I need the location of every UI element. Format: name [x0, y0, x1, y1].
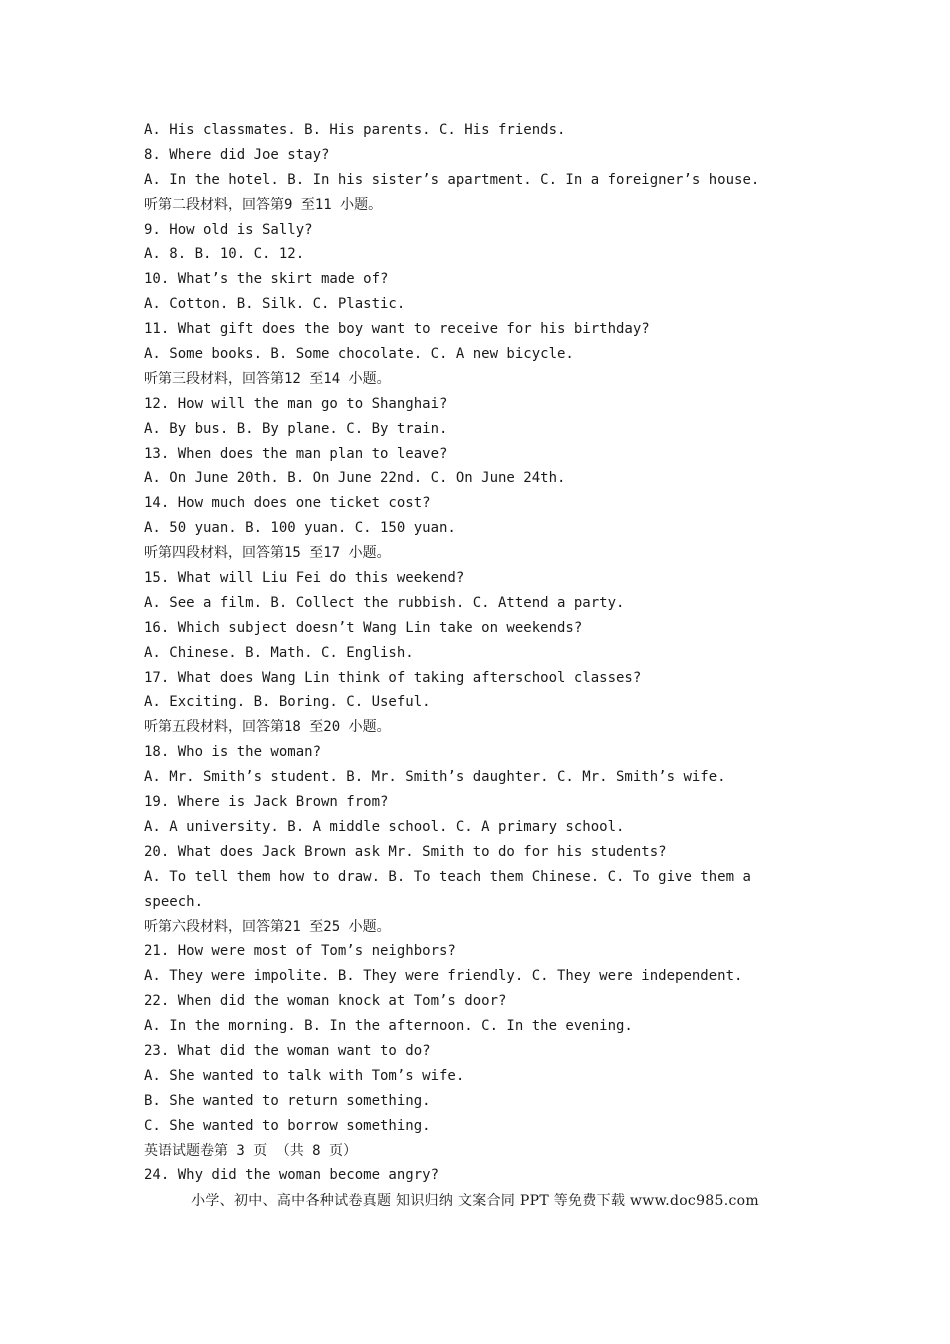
text-line: C. She wanted to borrow something.	[144, 1117, 431, 1134]
text-line: A. A university. B. A middle school. C. A primary school.	[144, 818, 625, 835]
text-line: 15. What will Liu Fei do this weekend?	[144, 570, 465, 587]
exam-text-body	[144, 118, 804, 1188]
text-line: A. In the morning. B. In the afternoon. C. In the evening.	[144, 1018, 633, 1035]
text-line: 18. Who is the woman?	[144, 744, 322, 761]
text-line: 听第六段材料，回答第21 至25 小题。	[144, 918, 391, 935]
text-line: A. Cotton. B. Silk. C. Plastic.	[144, 296, 406, 313]
text-line: 12. How will the man go to Shanghai?	[144, 395, 448, 412]
text-line: A. 50 yuan. B. 100 yuan. C. 150 yuan.	[144, 520, 456, 537]
text-line: A. Exciting. B. Boring. C. Useful.	[144, 694, 431, 711]
text-line: A. See a film. B. Collect the rubbish. C. Attend a party.	[144, 594, 625, 611]
text-line: B. She wanted to return something.	[144, 1092, 431, 1109]
text-line: A. Some books. B. Some chocolate. C. A new bicycle.	[144, 346, 574, 363]
text-line: speech.	[144, 893, 204, 910]
text-line: 23. What did the woman want to do?	[144, 1042, 431, 1059]
text-line: 22. When did the woman knock at Tom’s door?	[144, 993, 507, 1010]
text-line: 听第五段材料，回答第18 至20 小题。	[144, 719, 391, 736]
text-line: 13. When does the man plan to leave?	[144, 445, 448, 462]
text-line: A. Mr. Smith’s student. B. Mr. Smith’s daughter. C. Mr. Smith’s wife.	[144, 769, 726, 786]
text-line: 20. What does Jack Brown ask Mr. Smith to do for his students?	[144, 843, 667, 860]
text-line: A. In the hotel. B. In his sister’s apartment. C. In a foreigner’s house.	[144, 171, 760, 188]
text-line: A. By bus. B. By plane. C. By train.	[144, 420, 448, 437]
text-line: A. Chinese. B. Math. C. English.	[144, 644, 414, 661]
text-line: 14. How much does one ticket cost?	[144, 495, 431, 512]
text-line: A. His classmates. B. His parents. C. His friends.	[144, 122, 566, 138]
text-line: 听第四段材料，回答第15 至17 小题。	[144, 545, 391, 562]
text-line: A. 8. B. 10. C. 12.	[144, 246, 305, 263]
page-footer: 小学、初中、高中各种试卷真题 知识归纳 文案合同 PPT 等免费下载 www.doc985.com	[191, 1193, 759, 1209]
text-line: A. She wanted to talk with Tom’s wife.	[144, 1067, 465, 1084]
text-line: 19. Where is Jack Brown from?	[144, 794, 389, 811]
text-line: 24. Why did the woman become angry?	[144, 1167, 440, 1184]
text-line: 9. How old is Sally?	[144, 221, 313, 238]
text-line: 英语试题卷第 3 页 （共 8 页）	[144, 1142, 358, 1159]
text-line: 听第二段材料，回答第9 至11 小题。	[144, 196, 383, 213]
text-line: 10. What’s the skirt made of?	[144, 271, 389, 288]
text-line: A. On June 20th. B. On June 22nd. C. On June 24th.	[144, 470, 566, 487]
text-line: 21. How were most of Tom’s neighbors?	[144, 943, 456, 960]
text-line: 8. Where did Joe stay?	[144, 146, 330, 163]
text-line: 17. What does Wang Lin think of taking afterschool classes?	[144, 669, 642, 686]
text-line: 11. What gift does the boy want to receive for his birthday?	[144, 321, 650, 338]
text-line: A. To tell them how to draw. B. To teach them Chinese. C. To give them a	[144, 868, 751, 885]
text-line: 16. Which subject doesn’t Wang Lin take on weekends?	[144, 619, 583, 636]
text-line: 听第三段材料，回答第12 至14 小题。	[144, 370, 391, 387]
text-line: A. They were impolite. B. They were friendly. C. They were independent.	[144, 968, 743, 985]
